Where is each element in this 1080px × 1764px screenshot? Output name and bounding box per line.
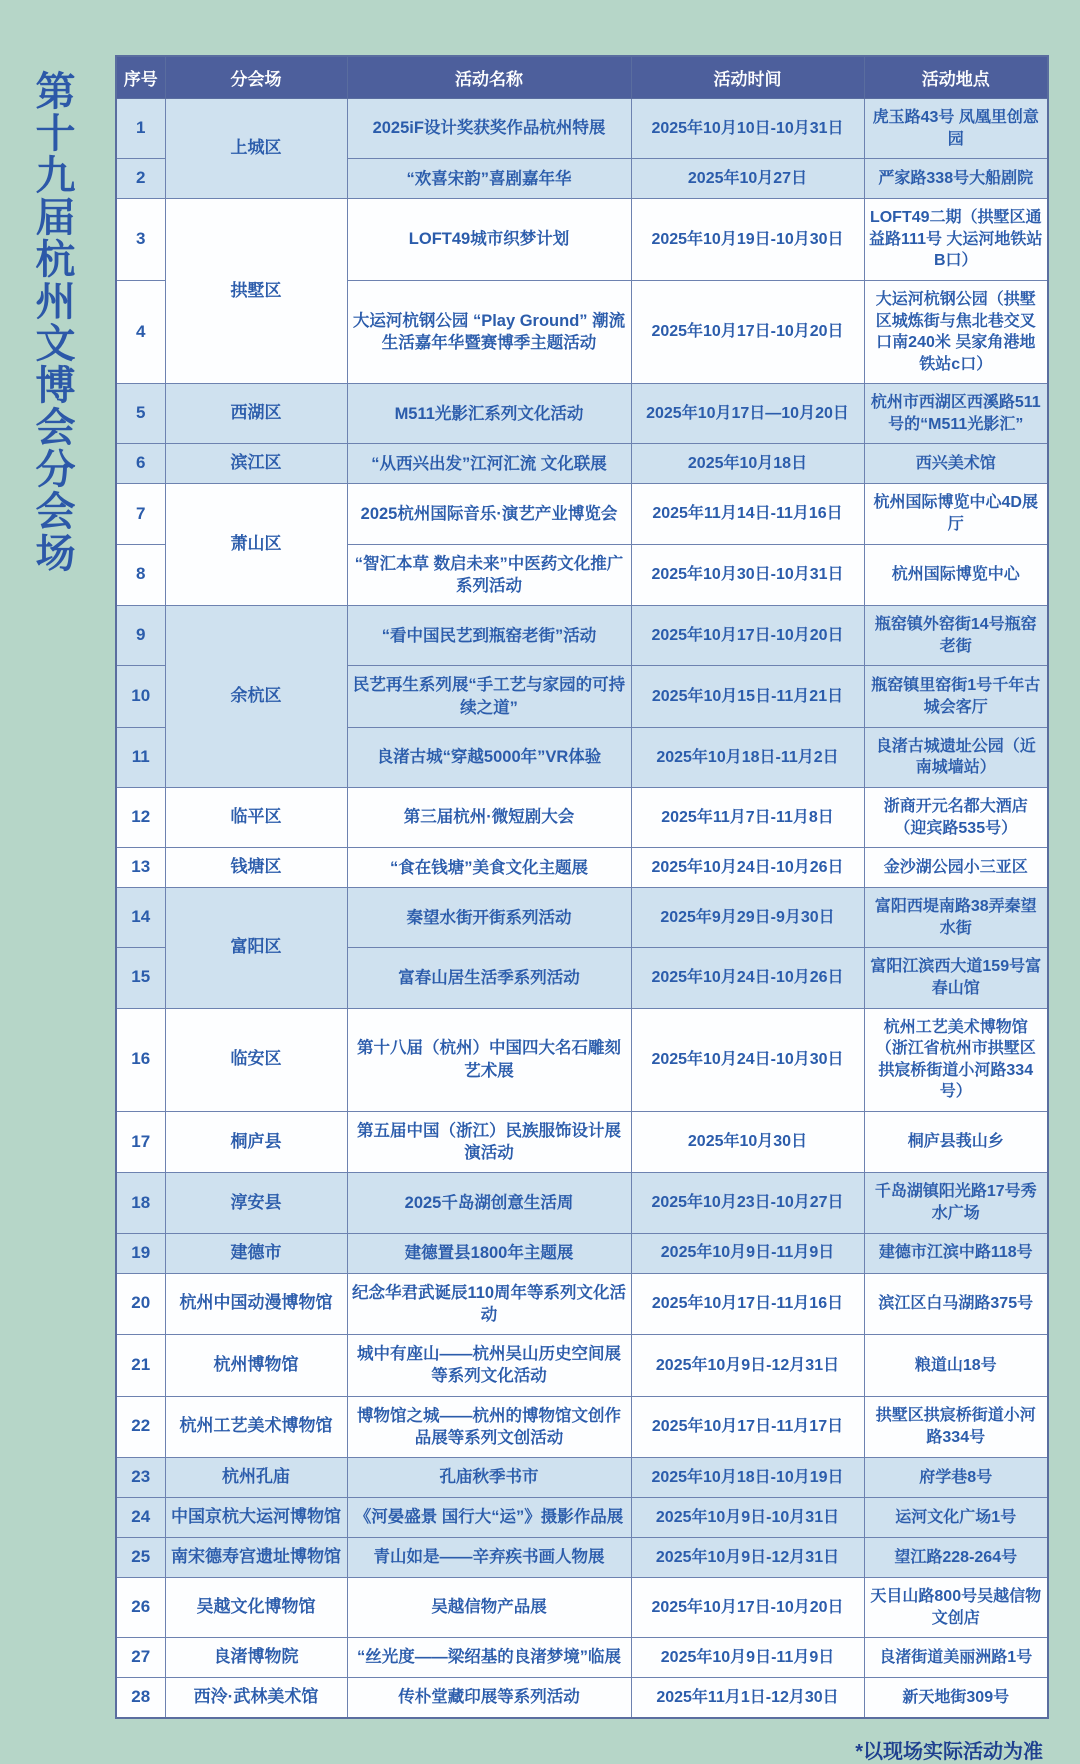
cell-serial-number: 21 bbox=[116, 1335, 165, 1397]
cell-activity-location: 瓶窑镇外窑街14号瓶窑老街 bbox=[864, 606, 1048, 666]
cell-venue: 杭州孔庙 bbox=[165, 1458, 347, 1498]
cell-activity-name: 大运河杭钢公园 “Play Ground” 潮流生活嘉年华暨赛博季主题活动 bbox=[347, 280, 631, 383]
cell-activity-time: 2025年10月9日-11月9日 bbox=[631, 1638, 864, 1678]
cell-activity-name: 民艺再生系列展“手工艺与家园的可持续之道” bbox=[347, 666, 631, 728]
table-row bbox=[116, 1678, 1048, 1718]
cell-serial-number: 7 bbox=[116, 484, 165, 544]
cell-activity-location: 桐庐县莪山乡 bbox=[864, 1111, 1048, 1173]
cell-activity-location: 望江路228-264号 bbox=[864, 1538, 1048, 1578]
cell-activity-name: “看中国民艺到瓶窑老街”活动 bbox=[347, 606, 631, 666]
cell-activity-name: 传朴堂藏印展等系列活动 bbox=[347, 1678, 631, 1718]
cell-venue: 余杭区 bbox=[165, 606, 347, 788]
table-row bbox=[116, 1538, 1048, 1578]
cell-venue: 建德市 bbox=[165, 1233, 347, 1273]
column-header-0: 序号 bbox=[116, 56, 165, 99]
cell-serial-number: 25 bbox=[116, 1538, 165, 1578]
cell-activity-name: 第三届杭州·微短剧大会 bbox=[347, 788, 631, 848]
cell-serial-number: 3 bbox=[116, 199, 165, 281]
cell-serial-number: 13 bbox=[116, 848, 165, 888]
cell-serial-number: 1 bbox=[116, 99, 165, 159]
cell-activity-name: M511光影汇系列文化活动 bbox=[347, 384, 631, 444]
cell-activity-time: 2025年10月17日—10月20日 bbox=[631, 384, 864, 444]
cell-venue: 桐庐县 bbox=[165, 1111, 347, 1173]
cell-activity-location: 千岛湖镇阳光路17号秀水广场 bbox=[864, 1173, 1048, 1233]
cell-activity-location: 新天地街309号 bbox=[864, 1678, 1048, 1718]
cell-activity-location: 浙商开元名都大酒店（迎宾路535号） bbox=[864, 788, 1048, 848]
cell-activity-name: 博物馆之城——杭州的博物馆文创作品展等系列文创活动 bbox=[347, 1396, 631, 1458]
cell-serial-number: 6 bbox=[116, 444, 165, 484]
table-row bbox=[116, 1498, 1048, 1538]
cell-serial-number: 20 bbox=[116, 1273, 165, 1335]
cell-activity-time: 2025年10月19日-10月30日 bbox=[631, 199, 864, 281]
cell-activity-location: 建德市江滨中路118号 bbox=[864, 1233, 1048, 1273]
cell-venue: 拱墅区 bbox=[165, 199, 347, 384]
cell-activity-name: 孔庙秋季书市 bbox=[347, 1458, 631, 1498]
cell-activity-name: 青山如是——辛弃疾书画人物展 bbox=[347, 1538, 631, 1578]
cell-activity-location: 富阳西堤南路38弄秦望水街 bbox=[864, 888, 1048, 948]
cell-activity-time: 2025年10月18日-11月2日 bbox=[631, 727, 864, 787]
table-row bbox=[116, 444, 1048, 484]
cell-activity-time: 2025年10月15日-11月21日 bbox=[631, 666, 864, 728]
cell-activity-location: 府学巷8号 bbox=[864, 1458, 1048, 1498]
venue-table bbox=[115, 55, 1049, 1719]
cell-activity-location: 富阳江滨西大道159号富春山馆 bbox=[864, 948, 1048, 1008]
cell-activity-location: LOFT49二期（拱墅区通益路111号 大运河地铁站B口） bbox=[864, 199, 1048, 281]
cell-activity-time: 2025年10月9日-12月31日 bbox=[631, 1335, 864, 1397]
cell-activity-name: “丝光度——梁绍基的良渚梦境”临展 bbox=[347, 1638, 631, 1678]
table-row bbox=[116, 1273, 1048, 1335]
cell-venue: 杭州中国动漫博物馆 bbox=[165, 1273, 347, 1335]
table-row bbox=[116, 606, 1048, 666]
cell-activity-location: 虎玉路43号 凤凰里创意园 bbox=[864, 99, 1048, 159]
cell-venue: 上城区 bbox=[165, 99, 347, 199]
table-row bbox=[116, 1111, 1048, 1173]
cell-serial-number: 11 bbox=[116, 727, 165, 787]
cell-activity-location: 良渚街道美丽洲路1号 bbox=[864, 1638, 1048, 1678]
cell-activity-time: 2025年10月17日-11月16日 bbox=[631, 1273, 864, 1335]
column-header-2: 活动名称 bbox=[347, 56, 631, 99]
cell-serial-number: 24 bbox=[116, 1498, 165, 1538]
cell-activity-time: 2025年10月17日-10月20日 bbox=[631, 1577, 864, 1637]
cell-activity-time: 2025年10月17日-10月20日 bbox=[631, 280, 864, 383]
cell-activity-location: 拱墅区拱宸桥街道小河路334号 bbox=[864, 1396, 1048, 1458]
cell-activity-time: 2025年9月29日-9月30日 bbox=[631, 888, 864, 948]
cell-activity-location: 西兴美术馆 bbox=[864, 444, 1048, 484]
cell-activity-name: 《河晏盛景 国行大“运”》摄影作品展 bbox=[347, 1498, 631, 1538]
cell-activity-name: 第五届中国（浙江）民族服饰设计展演活动 bbox=[347, 1111, 631, 1173]
page-title: 第十九届杭州文博会分会场 bbox=[30, 70, 74, 574]
cell-activity-name: 2025杭州国际音乐·演艺产业博览会 bbox=[347, 484, 631, 544]
cell-serial-number: 28 bbox=[116, 1678, 165, 1718]
cell-activity-time: 2025年10月18日-10月19日 bbox=[631, 1458, 864, 1498]
table-row bbox=[116, 788, 1048, 848]
footnote: *以现场实际活动为准 bbox=[855, 1741, 1043, 1764]
column-header-1: 分会场 bbox=[165, 56, 347, 99]
cell-activity-name: 第十八届（杭州）中国四大名石雕刻艺术展 bbox=[347, 1008, 631, 1111]
cell-activity-time: 2025年10月9日-12月31日 bbox=[631, 1538, 864, 1578]
table-row bbox=[116, 99, 1048, 159]
cell-activity-name: 城中有座山——杭州吴山历史空间展等系列文化活动 bbox=[347, 1335, 631, 1397]
cell-venue: 西湖区 bbox=[165, 384, 347, 444]
cell-activity-time: 2025年10月27日 bbox=[631, 159, 864, 199]
cell-activity-time: 2025年10月30日 bbox=[631, 1111, 864, 1173]
cell-activity-time: 2025年10月23日-10月27日 bbox=[631, 1173, 864, 1233]
table-row bbox=[116, 1173, 1048, 1233]
cell-activity-name: 秦望水街开街系列活动 bbox=[347, 888, 631, 948]
cell-serial-number: 8 bbox=[116, 544, 165, 606]
column-header-3: 活动时间 bbox=[631, 56, 864, 99]
table-row bbox=[116, 384, 1048, 444]
table-row bbox=[116, 1008, 1048, 1111]
cell-serial-number: 12 bbox=[116, 788, 165, 848]
table-body bbox=[116, 99, 1048, 1719]
cell-activity-time: 2025年11月14日-11月16日 bbox=[631, 484, 864, 544]
cell-activity-location: 杭州市西湖区西溪路511号的“M511光影汇” bbox=[864, 384, 1048, 444]
cell-serial-number: 27 bbox=[116, 1638, 165, 1678]
cell-activity-location: 杭州国际博览中心 bbox=[864, 544, 1048, 606]
cell-serial-number: 5 bbox=[116, 384, 165, 444]
cell-activity-location: 杭州工艺美术博物馆（浙江省杭州市拱墅区拱宸桥街道小河路334号） bbox=[864, 1008, 1048, 1111]
cell-venue: 富阳区 bbox=[165, 888, 347, 1008]
cell-activity-time: 2025年10月9日-10月31日 bbox=[631, 1498, 864, 1538]
cell-venue: 临平区 bbox=[165, 788, 347, 848]
table-row bbox=[116, 1458, 1048, 1498]
cell-activity-time: 2025年10月24日-10月26日 bbox=[631, 848, 864, 888]
cell-activity-location: 瓶窑镇里窑街1号千年古城会客厅 bbox=[864, 666, 1048, 728]
column-header-4: 活动地点 bbox=[864, 56, 1048, 99]
cell-activity-location: 运河文化广场1号 bbox=[864, 1498, 1048, 1538]
cell-serial-number: 23 bbox=[116, 1458, 165, 1498]
cell-venue: 良渚博物院 bbox=[165, 1638, 347, 1678]
cell-activity-location: 杭州国际博览中心4D展厅 bbox=[864, 484, 1048, 544]
table-header-row bbox=[116, 56, 1048, 99]
cell-serial-number: 9 bbox=[116, 606, 165, 666]
cell-activity-time: 2025年10月9日-11月9日 bbox=[631, 1233, 864, 1273]
cell-serial-number: 10 bbox=[116, 666, 165, 728]
cell-activity-name: 富春山居生活季系列活动 bbox=[347, 948, 631, 1008]
cell-venue: 钱塘区 bbox=[165, 848, 347, 888]
cell-activity-name: 2025iF设计奖获奖作品杭州特展 bbox=[347, 99, 631, 159]
cell-activity-time: 2025年10月17日-10月20日 bbox=[631, 606, 864, 666]
table-row bbox=[116, 1233, 1048, 1273]
cell-activity-time: 2025年10月17日-11月17日 bbox=[631, 1396, 864, 1458]
cell-activity-location: 严家路338号大船剧院 bbox=[864, 159, 1048, 199]
cell-activity-time: 2025年11月1日-12月30日 bbox=[631, 1678, 864, 1718]
table-row bbox=[116, 848, 1048, 888]
cell-activity-name: 吴越信物产品展 bbox=[347, 1577, 631, 1637]
cell-activity-name: “欢喜宋韵”喜剧嘉年华 bbox=[347, 159, 631, 199]
cell-serial-number: 22 bbox=[116, 1396, 165, 1458]
cell-venue: 南宋德寿宫遗址博物馆 bbox=[165, 1538, 347, 1578]
cell-activity-time: 2025年11月7日-11月8日 bbox=[631, 788, 864, 848]
cell-venue: 吴越文化博物馆 bbox=[165, 1577, 347, 1637]
cell-activity-location: 粮道山18号 bbox=[864, 1335, 1048, 1397]
cell-serial-number: 19 bbox=[116, 1233, 165, 1273]
cell-activity-name: “智汇本草 数启未来”中医药文化推广系列活动 bbox=[347, 544, 631, 606]
cell-activity-location: 金沙湖公园小三亚区 bbox=[864, 848, 1048, 888]
table-row bbox=[116, 1638, 1048, 1678]
cell-venue: 杭州博物馆 bbox=[165, 1335, 347, 1397]
cell-activity-name: 2025千岛湖创意生活周 bbox=[347, 1173, 631, 1233]
cell-serial-number: 2 bbox=[116, 159, 165, 199]
cell-activity-name: LOFT49城市织梦计划 bbox=[347, 199, 631, 281]
cell-venue: 淳安县 bbox=[165, 1173, 347, 1233]
cell-activity-name: 建德置县1800年主题展 bbox=[347, 1233, 631, 1273]
cell-venue: 萧山区 bbox=[165, 484, 347, 606]
table-row bbox=[116, 888, 1048, 948]
cell-venue: 临安区 bbox=[165, 1008, 347, 1111]
cell-activity-location: 滨江区白马湖路375号 bbox=[864, 1273, 1048, 1335]
cell-activity-name: 纪念华君武诞辰110周年等系列文化活动 bbox=[347, 1273, 631, 1335]
cell-activity-location: 大运河杭钢公园（拱墅区城炼街与焦北巷交叉口南240米 吴家角港地铁站c口） bbox=[864, 280, 1048, 383]
table-container bbox=[115, 55, 1047, 1764]
cell-venue: 中国京杭大运河博物馆 bbox=[165, 1498, 347, 1538]
cell-activity-location: 天目山路800号吴越信物文创店 bbox=[864, 1577, 1048, 1637]
cell-activity-time: 2025年10月24日-10月30日 bbox=[631, 1008, 864, 1111]
cell-venue: 西泠·武林美术馆 bbox=[165, 1678, 347, 1718]
cell-serial-number: 16 bbox=[116, 1008, 165, 1111]
cell-serial-number: 14 bbox=[116, 888, 165, 948]
cell-serial-number: 18 bbox=[116, 1173, 165, 1233]
cell-activity-name: “食在钱塘”美食文化主题展 bbox=[347, 848, 631, 888]
cell-venue: 杭州工艺美术博物馆 bbox=[165, 1396, 347, 1458]
cell-activity-time: 2025年10月24日-10月26日 bbox=[631, 948, 864, 1008]
table-row bbox=[116, 1577, 1048, 1637]
cell-serial-number: 4 bbox=[116, 280, 165, 383]
cell-serial-number: 26 bbox=[116, 1577, 165, 1637]
cell-venue: 滨江区 bbox=[165, 444, 347, 484]
cell-activity-name: 良渚古城“穿越5000年”VR体验 bbox=[347, 727, 631, 787]
cell-activity-time: 2025年10月10日-10月31日 bbox=[631, 99, 864, 159]
table-row bbox=[116, 1396, 1048, 1458]
table-row bbox=[116, 484, 1048, 544]
cell-activity-time: 2025年10月18日 bbox=[631, 444, 864, 484]
cell-serial-number: 15 bbox=[116, 948, 165, 1008]
table-row bbox=[116, 1335, 1048, 1397]
cell-activity-time: 2025年10月30日-10月31日 bbox=[631, 544, 864, 606]
table-row bbox=[116, 199, 1048, 281]
cell-activity-name: “从西兴出发”江河汇流 文化联展 bbox=[347, 444, 631, 484]
cell-activity-location: 良渚古城遗址公园（近南城墙站） bbox=[864, 727, 1048, 787]
cell-serial-number: 17 bbox=[116, 1111, 165, 1173]
